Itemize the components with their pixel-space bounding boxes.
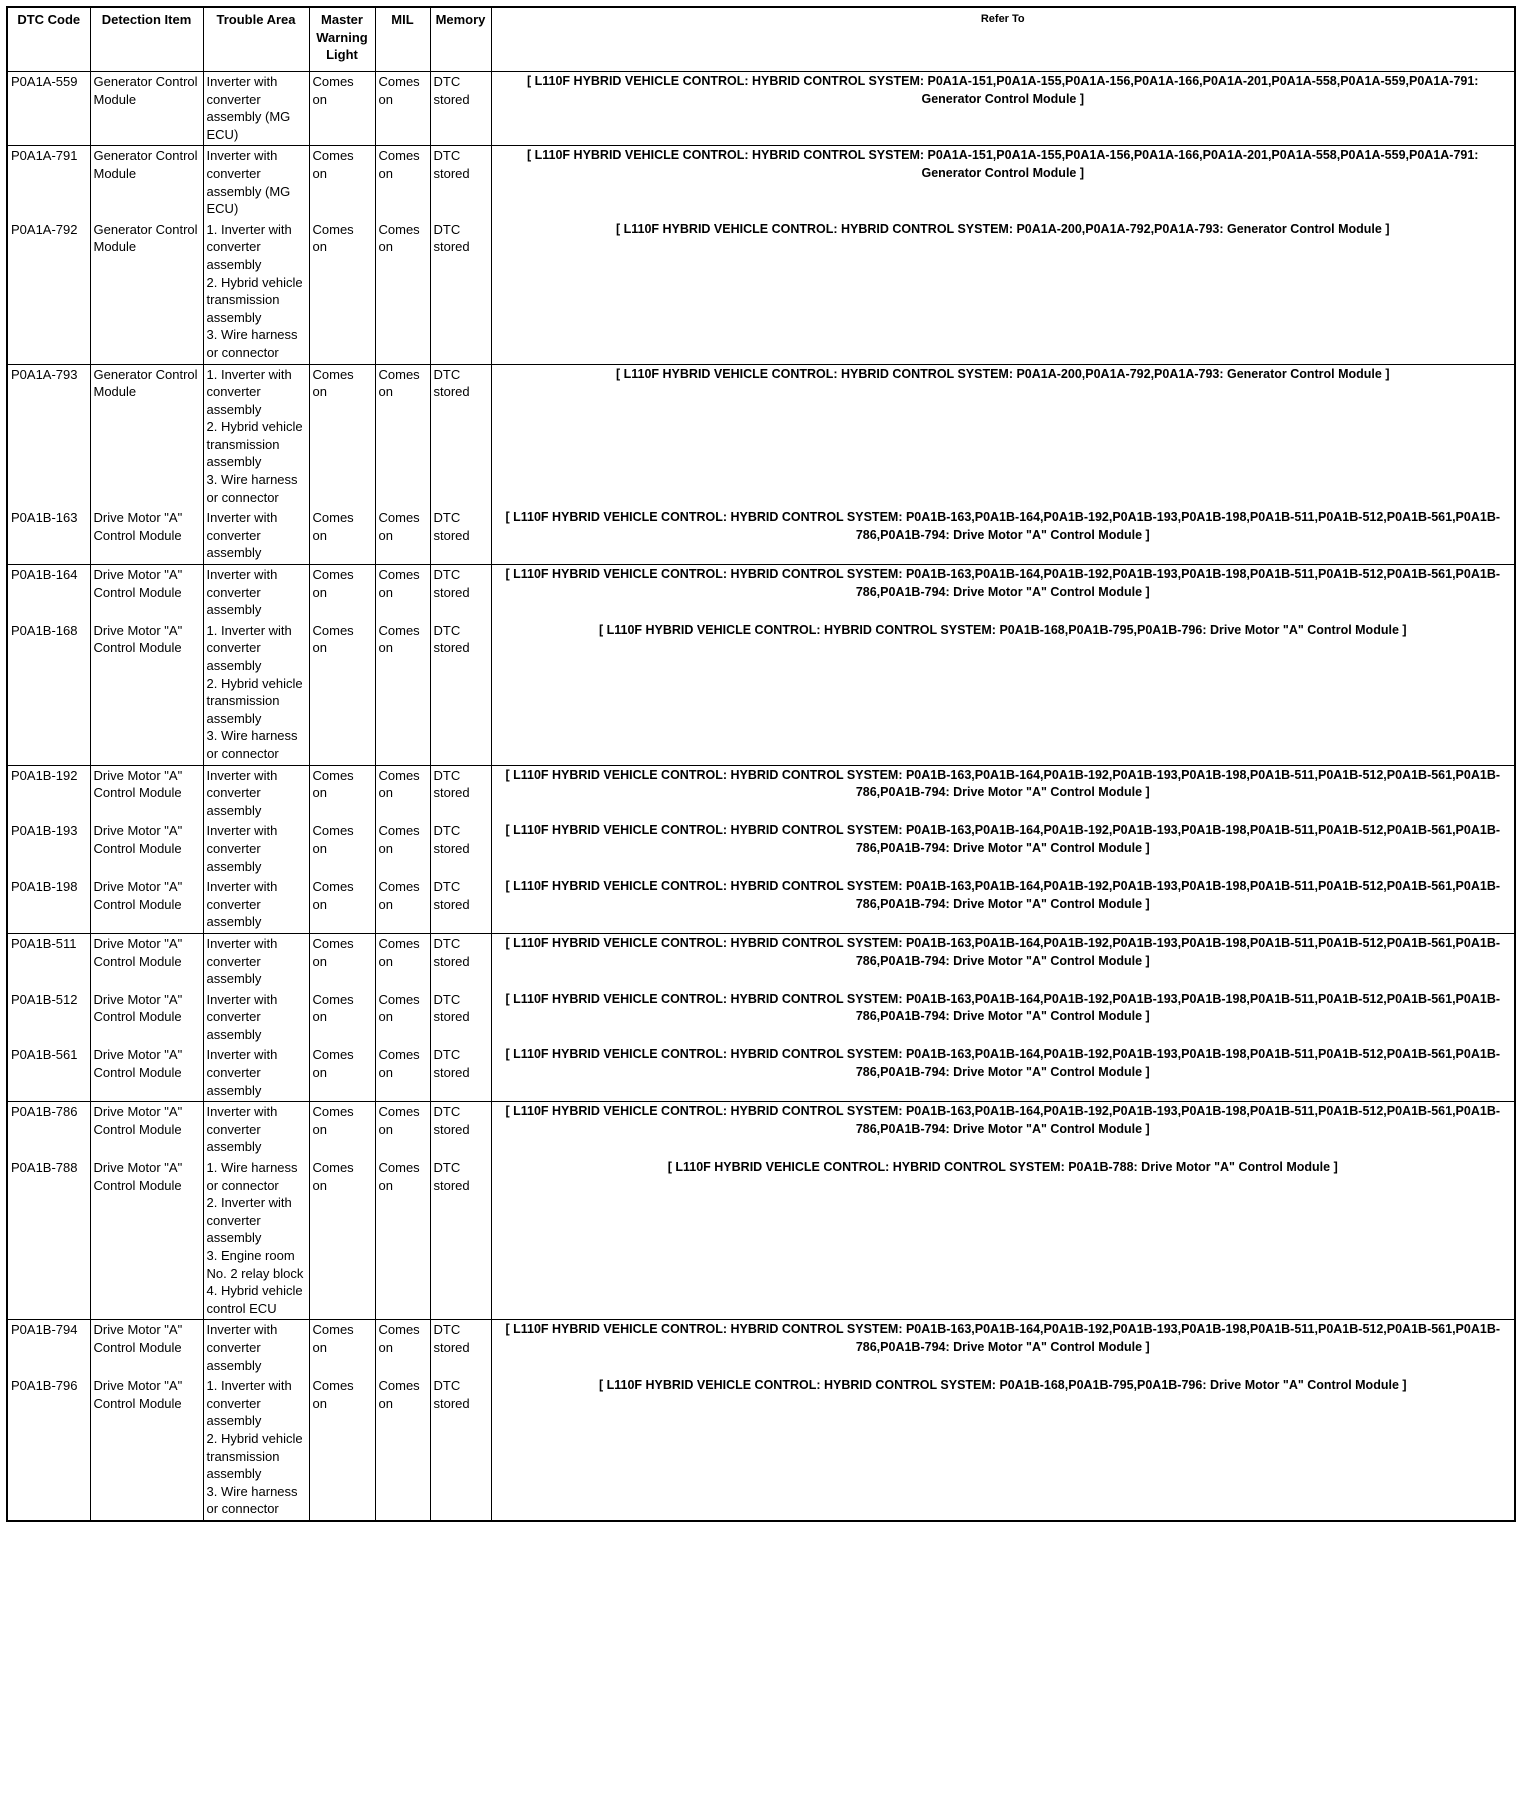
master-warning-light-cell: Comes on bbox=[309, 765, 375, 821]
refer-to-link[interactable]: [ L110F HYBRID VEHICLE CONTROL: HYBRID CONTROL SYSTEM: P0A1B-163,P0A1B-164,P0A1B-192,P0A1B-193,P0A1B-198,P0A1B-511,P0A1B-512,P0A1B-561,P0A1B-786,P0A1B-794: Drive Motor "A" Control Module ] bbox=[491, 1102, 1515, 1158]
trouble-area-cell bbox=[203, 508, 309, 564]
trouble-area-line: Inverter with converter assembly (MG ECU) bbox=[206, 148, 291, 217]
memory-cell: DTC stored bbox=[430, 508, 491, 564]
trouble-area-cell bbox=[203, 933, 309, 989]
master-warning-light-cell: Comes on bbox=[309, 821, 375, 877]
memory-cell: DTC stored bbox=[430, 72, 491, 146]
trouble-area-line: 2. Hybrid vehicle transmission assembly bbox=[206, 1430, 303, 1482]
dtc-code-cell: P0A1B-164 bbox=[7, 565, 90, 621]
dtc-code-cell: P0A1B-561 bbox=[7, 1045, 90, 1101]
refer-to-link[interactable]: [ L110F HYBRID VEHICLE CONTROL: HYBRID CONTROL SYSTEM: P0A1B-168,P0A1B-795,P0A1B-796: Drive Motor "A" Control Module ] bbox=[491, 621, 1515, 765]
header-dtc-code: DTC Code bbox=[7, 7, 90, 72]
dtc-code-cell: P0A1B-786 bbox=[7, 1102, 90, 1158]
trouble-area-line: Inverter with converter assembly bbox=[206, 767, 278, 818]
table-row bbox=[7, 220, 1515, 364]
table-row bbox=[7, 933, 1515, 989]
master-warning-light-cell: Comes on bbox=[309, 1102, 375, 1158]
refer-to-link[interactable]: [ L110F HYBRID VEHICLE CONTROL: HYBRID CONTROL SYSTEM: P0A1B-163,P0A1B-164,P0A1B-192,P0A1B-193,P0A1B-198,P0A1B-511,P0A1B-512,P0A1B-561,P0A1B-786,P0A1B-794: Drive Motor "A" Control Module ] bbox=[491, 765, 1515, 821]
master-warning-light-cell: Comes on bbox=[309, 565, 375, 621]
detection-item-cell: Drive Motor "A" Control Module bbox=[90, 565, 203, 621]
dtc-code-cell: P0A1B-512 bbox=[7, 990, 90, 1046]
dtc-code-cell: P0A1B-163 bbox=[7, 508, 90, 564]
trouble-area-line: 2. Hybrid vehicle transmission assembly bbox=[206, 274, 303, 325]
master-warning-light-cell: Comes on bbox=[309, 1320, 375, 1376]
mil-cell: Comes on bbox=[375, 1320, 430, 1376]
dtc-code-cell: P0A1B-198 bbox=[7, 877, 90, 933]
detection-item-cell: Generator Control Module bbox=[90, 364, 203, 508]
header-master-warning-light: Master Warning Light bbox=[309, 7, 375, 72]
trouble-area-cell bbox=[203, 877, 309, 933]
master-warning-light-cell: Comes on bbox=[309, 508, 375, 564]
detection-item-cell: Drive Motor "A" Control Module bbox=[90, 877, 203, 933]
header-refer-to: Refer To bbox=[491, 7, 1515, 72]
refer-to-link[interactable]: [ L110F HYBRID VEHICLE CONTROL: HYBRID CONTROL SYSTEM: P0A1B-163,P0A1B-164,P0A1B-192,P0A1B-193,P0A1B-198,P0A1B-511,P0A1B-512,P0A1B-561,P0A1B-786,P0A1B-794: Drive Motor "A" Control Module ] bbox=[491, 1045, 1515, 1101]
trouble-area-cell bbox=[203, 565, 309, 621]
trouble-area-line: 2. Hybrid vehicle transmission assembly bbox=[206, 419, 303, 470]
master-warning-light-cell: Comes on bbox=[309, 621, 375, 765]
dtc-code-cell: P0A1B-193 bbox=[7, 821, 90, 877]
master-warning-light-cell: Comes on bbox=[309, 220, 375, 364]
table-row bbox=[7, 990, 1515, 1046]
dtc-code-cell: P0A1A-791 bbox=[7, 146, 90, 220]
master-warning-light-cell: Comes on bbox=[309, 72, 375, 146]
trouble-area-cell bbox=[203, 765, 309, 821]
trouble-area-cell bbox=[203, 1102, 309, 1158]
table-row bbox=[7, 821, 1515, 877]
detection-item-cell: Drive Motor "A" Control Module bbox=[90, 621, 203, 765]
detection-item-cell: Drive Motor "A" Control Module bbox=[90, 508, 203, 564]
trouble-area-cell bbox=[203, 146, 309, 220]
memory-cell: DTC stored bbox=[430, 765, 491, 821]
header-detection-item: Detection Item bbox=[90, 7, 203, 72]
memory-cell: DTC stored bbox=[430, 990, 491, 1046]
memory-cell: DTC stored bbox=[430, 1376, 491, 1521]
detection-item-cell: Generator Control Module bbox=[90, 72, 203, 146]
master-warning-light-cell: Comes on bbox=[309, 1376, 375, 1521]
memory-cell: DTC stored bbox=[430, 1045, 491, 1101]
detection-item-cell: Drive Motor "A" Control Module bbox=[90, 1102, 203, 1158]
memory-cell: DTC stored bbox=[430, 877, 491, 933]
dtc-code-cell: P0A1B-796 bbox=[7, 1376, 90, 1521]
mil-cell: Comes on bbox=[375, 877, 430, 933]
trouble-area-line: 4. Hybrid vehicle control ECU bbox=[206, 1283, 303, 1316]
table-row bbox=[7, 508, 1515, 564]
trouble-area-line: Inverter with converter assembly bbox=[206, 1047, 278, 1098]
master-warning-light-cell: Comes on bbox=[309, 933, 375, 989]
trouble-area-cell bbox=[203, 364, 309, 508]
refer-to-link[interactable]: [ L110F HYBRID VEHICLE CONTROL: HYBRID CONTROL SYSTEM: P0A1A-200,P0A1A-792,P0A1A-793: Generator Control Module ] bbox=[491, 364, 1515, 508]
mil-cell: Comes on bbox=[375, 72, 430, 146]
trouble-area-line: 3. Wire harness or connector bbox=[206, 728, 298, 761]
dtc-code-cell: P0A1B-192 bbox=[7, 765, 90, 821]
mil-cell: Comes on bbox=[375, 933, 430, 989]
memory-cell: DTC stored bbox=[430, 565, 491, 621]
trouble-area-line: 1. Inverter with converter assembly bbox=[206, 622, 292, 673]
trouble-area-line: 3. Engine room No. 2 relay block bbox=[206, 1248, 304, 1281]
mil-cell: Comes on bbox=[375, 508, 430, 564]
dtc-table bbox=[6, 6, 1516, 1522]
trouble-area-line: 2. Inverter with converter assembly bbox=[206, 1195, 292, 1246]
detection-item-cell: Drive Motor "A" Control Module bbox=[90, 933, 203, 989]
detection-item-cell: Drive Motor "A" Control Module bbox=[90, 821, 203, 877]
detection-item-cell: Generator Control Module bbox=[90, 220, 203, 364]
memory-cell: DTC stored bbox=[430, 821, 491, 877]
table-row bbox=[7, 877, 1515, 933]
master-warning-light-cell: Comes on bbox=[309, 146, 375, 220]
memory-cell: DTC stored bbox=[430, 220, 491, 364]
master-warning-light-cell: Comes on bbox=[309, 1158, 375, 1320]
trouble-area-line: 3. Wire harness or connector bbox=[206, 327, 298, 360]
trouble-area-line: 1. Inverter with converter assembly bbox=[206, 366, 292, 417]
trouble-area-line: Inverter with converter assembly (MG ECU) bbox=[206, 74, 291, 142]
table-row bbox=[7, 1158, 1515, 1320]
dtc-code-cell: P0A1B-168 bbox=[7, 621, 90, 765]
detection-item-cell: Drive Motor "A" Control Module bbox=[90, 1158, 203, 1320]
trouble-area-line: Inverter with converter assembly bbox=[206, 1322, 278, 1373]
table-row bbox=[7, 364, 1515, 508]
memory-cell: DTC stored bbox=[430, 1158, 491, 1320]
table-row bbox=[7, 1102, 1515, 1158]
refer-to-link[interactable]: [ L110F HYBRID VEHICLE CONTROL: HYBRID CONTROL SYSTEM: P0A1B-163,P0A1B-164,P0A1B-192,P0A1B-193,P0A1B-198,P0A1B-511,P0A1B-512,P0A1B-561,P0A1B-786,P0A1B-794: Drive Motor "A" Control Module ] bbox=[491, 990, 1515, 1046]
refer-to-link[interactable]: [ L110F HYBRID VEHICLE CONTROL: HYBRID CONTROL SYSTEM: P0A1B-163,P0A1B-164,P0A1B-192,P0A1B-193,P0A1B-198,P0A1B-511,P0A1B-512,P0A1B-561,P0A1B-786,P0A1B-794: Drive Motor "A" Control Module ] bbox=[491, 565, 1515, 621]
refer-to-link[interactable]: [ L110F HYBRID VEHICLE CONTROL: HYBRID CONTROL SYSTEM: P0A1B-163,P0A1B-164,P0A1B-192,P0A1B-193,P0A1B-198,P0A1B-511,P0A1B-512,P0A1B-561,P0A1B-786,P0A1B-794: Drive Motor "A" Control Module ] bbox=[491, 821, 1515, 877]
refer-to-link[interactable]: [ L110F HYBRID VEHICLE CONTROL: HYBRID CONTROL SYSTEM: P0A1B-163,P0A1B-164,P0A1B-192,P0A1B-193,P0A1B-198,P0A1B-511,P0A1B-512,P0A1B-561,P0A1B-786,P0A1B-794: Drive Motor "A" Control Module ] bbox=[491, 933, 1515, 989]
master-warning-light-cell: Comes on bbox=[309, 1045, 375, 1101]
trouble-area-line: Inverter with converter assembly bbox=[206, 567, 278, 618]
table-row bbox=[7, 72, 1515, 146]
trouble-area-line: 1. Inverter with converter assembly bbox=[206, 1378, 292, 1429]
trouble-area-line: Inverter with converter assembly bbox=[206, 510, 278, 561]
mil-cell: Comes on bbox=[375, 565, 430, 621]
mil-cell: Comes on bbox=[375, 146, 430, 220]
dtc-code-cell: P0A1B-788 bbox=[7, 1158, 90, 1320]
dtc-table-body bbox=[7, 72, 1515, 1521]
refer-to-link[interactable]: [ L110F HYBRID VEHICLE CONTROL: HYBRID CONTROL SYSTEM: P0A1B-168,P0A1B-795,P0A1B-796: Drive Motor "A" Control Module ] bbox=[491, 1376, 1515, 1521]
table-row bbox=[7, 765, 1515, 821]
table-row bbox=[7, 1320, 1515, 1376]
mil-cell: Comes on bbox=[375, 990, 430, 1046]
master-warning-light-cell: Comes on bbox=[309, 990, 375, 1046]
trouble-area-line: 1. Wire harness or connector bbox=[206, 1160, 298, 1193]
detection-item-cell: Drive Motor "A" Control Module bbox=[90, 1376, 203, 1521]
trouble-area-cell bbox=[203, 1320, 309, 1376]
mil-cell: Comes on bbox=[375, 621, 430, 765]
refer-to-link[interactable]: [ L110F HYBRID VEHICLE CONTROL: HYBRID CONTROL SYSTEM: P0A1B-788: Drive Motor "A" Control Module ] bbox=[491, 1158, 1515, 1320]
header-memory: Memory bbox=[430, 7, 491, 72]
memory-cell: DTC stored bbox=[430, 1102, 491, 1158]
table-row bbox=[7, 1045, 1515, 1101]
memory-cell: DTC stored bbox=[430, 621, 491, 765]
trouble-area-line: 3. Wire harness or connector bbox=[206, 472, 298, 505]
detection-item-cell: Drive Motor "A" Control Module bbox=[90, 1320, 203, 1376]
trouble-area-cell bbox=[203, 821, 309, 877]
master-warning-light-cell: Comes on bbox=[309, 364, 375, 508]
trouble-area-cell bbox=[203, 621, 309, 765]
trouble-area-line: Inverter with converter assembly bbox=[206, 823, 278, 874]
trouble-area-cell bbox=[203, 220, 309, 364]
trouble-area-cell bbox=[203, 72, 309, 146]
refer-to-link[interactable]: [ L110F HYBRID VEHICLE CONTROL: HYBRID CONTROL SYSTEM: P0A1B-163,P0A1B-164,P0A1B-192,P0A1B-193,P0A1B-198,P0A1B-511,P0A1B-512,P0A1B-561,P0A1B-786,P0A1B-794: Drive Motor "A" Control Module ] bbox=[491, 877, 1515, 933]
header-trouble-area: Trouble Area bbox=[203, 7, 309, 72]
mil-cell: Comes on bbox=[375, 364, 430, 508]
memory-cell: DTC stored bbox=[430, 1320, 491, 1376]
trouble-area-line: 3. Wire harness or connector bbox=[206, 1483, 298, 1517]
mil-cell: Comes on bbox=[375, 821, 430, 877]
detection-item-cell: Drive Motor "A" Control Module bbox=[90, 765, 203, 821]
memory-cell: DTC stored bbox=[430, 364, 491, 508]
trouble-area-cell bbox=[203, 1376, 309, 1521]
table-row bbox=[7, 621, 1515, 765]
trouble-area-cell bbox=[203, 990, 309, 1046]
mil-cell: Comes on bbox=[375, 765, 430, 821]
mil-cell: Comes on bbox=[375, 1102, 430, 1158]
trouble-area-line: Inverter with converter assembly bbox=[206, 991, 278, 1042]
header-mil: MIL bbox=[375, 7, 430, 72]
refer-to-link[interactable]: [ L110F HYBRID VEHICLE CONTROL: HYBRID CONTROL SYSTEM: P0A1A-151,P0A1A-155,P0A1A-156,P0A1A-166,P0A1A-201,P0A1A-558,P0A1A-559,P0A1A-791: Generator Control Module ] bbox=[491, 146, 1515, 220]
master-warning-light-cell: Comes on bbox=[309, 877, 375, 933]
trouble-area-line: Inverter with converter assembly bbox=[206, 1104, 278, 1155]
trouble-area-line: 2. Hybrid vehicle transmission assembly bbox=[206, 675, 303, 726]
memory-cell: DTC stored bbox=[430, 146, 491, 220]
memory-cell: DTC stored bbox=[430, 933, 491, 989]
dtc-document bbox=[6, 6, 1514, 1522]
refer-to-link[interactable]: [ L110F HYBRID VEHICLE CONTROL: HYBRID CONTROL SYSTEM: P0A1A-151,P0A1A-155,P0A1A-156,P0A1A-166,P0A1A-201,P0A1A-558,P0A1A-559,P0A1A-791: Generator Control Module ] bbox=[491, 72, 1515, 146]
dtc-code-cell: P0A1B-794 bbox=[7, 1320, 90, 1376]
header-row bbox=[7, 7, 1515, 72]
detection-item-cell: Generator Control Module bbox=[90, 146, 203, 220]
dtc-code-cell: P0A1B-511 bbox=[7, 933, 90, 989]
trouble-area-line: Inverter with converter assembly bbox=[206, 879, 278, 930]
mil-cell: Comes on bbox=[375, 1158, 430, 1320]
trouble-area-line: 1. Inverter with converter assembly bbox=[206, 221, 292, 272]
detection-item-cell: Drive Motor "A" Control Module bbox=[90, 1045, 203, 1101]
trouble-area-cell bbox=[203, 1158, 309, 1320]
mil-cell: Comes on bbox=[375, 1376, 430, 1521]
table-row bbox=[7, 146, 1515, 220]
detection-item-cell: Drive Motor "A" Control Module bbox=[90, 990, 203, 1046]
refer-to-link[interactable]: [ L110F HYBRID VEHICLE CONTROL: HYBRID CONTROL SYSTEM: P0A1B-163,P0A1B-164,P0A1B-192,P0A1B-193,P0A1B-198,P0A1B-511,P0A1B-512,P0A1B-561,P0A1B-786,P0A1B-794: Drive Motor "A" Control Module ] bbox=[491, 508, 1515, 564]
dtc-code-cell: P0A1A-792 bbox=[7, 220, 90, 364]
refer-to-link[interactable]: [ L110F HYBRID VEHICLE CONTROL: HYBRID CONTROL SYSTEM: P0A1B-163,P0A1B-164,P0A1B-192,P0A1B-193,P0A1B-198,P0A1B-511,P0A1B-512,P0A1B-561,P0A1B-786,P0A1B-794: Drive Motor "A" Control Module ] bbox=[491, 1320, 1515, 1376]
refer-to-link[interactable]: [ L110F HYBRID VEHICLE CONTROL: HYBRID CONTROL SYSTEM: P0A1A-200,P0A1A-792,P0A1A-793: Generator Control Module ] bbox=[491, 220, 1515, 364]
dtc-code-cell: P0A1A-559 bbox=[7, 72, 90, 146]
table-row bbox=[7, 565, 1515, 621]
table-row bbox=[7, 1376, 1515, 1521]
trouble-area-cell bbox=[203, 1045, 309, 1101]
dtc-code-cell: P0A1A-793 bbox=[7, 364, 90, 508]
trouble-area-line: Inverter with converter assembly bbox=[206, 935, 278, 987]
mil-cell: Comes on bbox=[375, 1045, 430, 1101]
mil-cell: Comes on bbox=[375, 220, 430, 364]
